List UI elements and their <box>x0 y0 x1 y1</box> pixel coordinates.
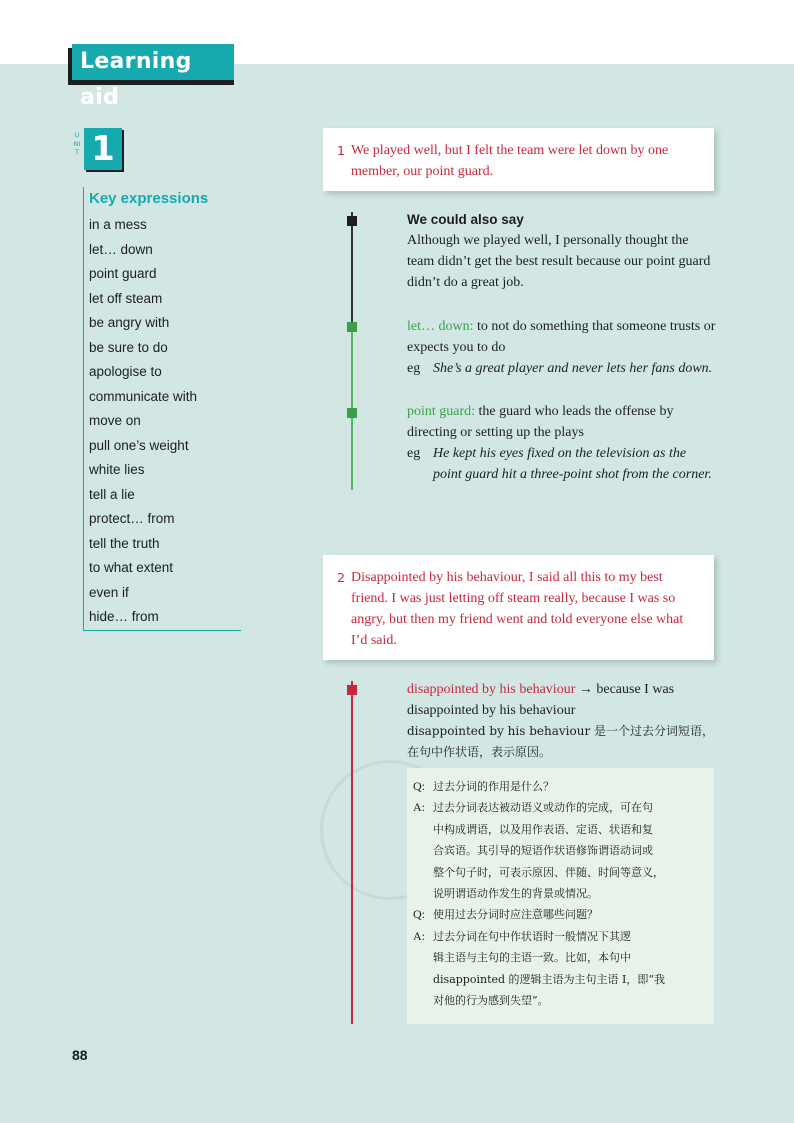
qa-question-2-text <box>433 904 598 925</box>
grammar-phrase: disappointed by his behaviour <box>407 682 576 697</box>
also-say-block <box>407 209 717 293</box>
key-expression-item: be angry with <box>89 315 170 330</box>
grammar-rewrite: → because I was disappointed by his behaviour <box>407 682 675 718</box>
key-expression-item: be sure to do <box>89 339 168 355</box>
key-expression-item: white lies <box>89 462 145 477</box>
key-expression-item: in a mess <box>89 217 147 232</box>
key-expression-item: communicate with <box>89 388 198 404</box>
term-let-down-definition: to not do something that someone trusts or expects you to do <box>407 319 716 355</box>
key-expression-item: pull one’s weight <box>89 437 189 453</box>
grammar-explanation: disappointed by his behaviour 是一个过去分词短语，在句中作状语，表示原因。 <box>407 724 715 759</box>
term-point-guard-example: He kept his eyes fixed on the television as the point guard hit a three-point shot from the corner. <box>433 446 712 482</box>
qa-answer-2 <box>413 926 704 1012</box>
page-number: 88 <box>72 1047 88 1063</box>
term-let-down-example: She’s a great player and never lets her fans down. <box>433 361 713 376</box>
qa-line: 过去分词在句中作状语时一般情况下其逻 <box>433 929 631 943</box>
key-expression-item: move on <box>89 413 141 428</box>
key-expression-item: protect… from <box>89 511 175 526</box>
key-expression-item: let off steam <box>89 290 163 306</box>
sentence-2-text: Disappointed by his behaviour, I said all this to my best friend. I was just letting off steam really, because I was so angry, but then my friend went and told everyone else what I’d said. <box>351 570 684 648</box>
qa-box <box>407 768 714 1024</box>
marker-point-guard <box>347 408 357 418</box>
sentence-2-number: 2 <box>337 570 345 585</box>
qa-q-label: Q: <box>413 779 425 793</box>
page-title: Learning aid <box>72 44 234 80</box>
key-expressions-list <box>89 215 197 632</box>
unit-label-text: UNIT <box>73 131 81 156</box>
also-say-heading: We could also say <box>407 212 524 227</box>
qa-line: 使用过去分词时应注意哪些问题？ <box>433 908 598 922</box>
key-expression-item: to what extent <box>89 560 174 575</box>
key-expressions-title: Key expressions <box>89 190 209 207</box>
key-expression-item: point guard <box>89 266 157 281</box>
term-point-guard-definition: the guard who leads the offense by directing or setting up the plays <box>407 404 674 440</box>
qa-answer-2-text <box>433 926 665 1012</box>
qa-line: 过去分词表达被动语义或动作的完成，可在句 <box>433 801 653 815</box>
qa-answer-1-text <box>433 797 664 904</box>
key-expression-item: hide… from <box>89 609 159 624</box>
unit-label <box>73 131 81 157</box>
unit-number: 1 <box>84 128 122 170</box>
qa-line: 辑主语与主句的主语一致。比如，本句中 <box>433 951 631 965</box>
sentence-1-text: We played well, but I felt the team were let down by one member, our point guard. <box>351 143 669 179</box>
term-point-guard-block <box>407 401 717 485</box>
sentence-2-box <box>323 555 714 660</box>
qa-line: disappointed 的逻辑主语为主句主语 I，即“我 <box>433 972 666 986</box>
qa-line: 中构成谓语，以及用作表语、定语、状语和复 <box>433 822 653 836</box>
marker-grammar <box>347 685 357 695</box>
qa-line: 对他的行为感到失望”。 <box>433 994 549 1008</box>
qa-question-1-text <box>433 776 554 797</box>
qa-q-label: Q: <box>413 907 425 922</box>
key-expression-item: tell the truth <box>89 535 160 551</box>
grammar-block <box>407 679 717 763</box>
marker-let-down <box>347 322 357 332</box>
qa-a-label: A: <box>413 928 425 943</box>
eg-label: eg <box>407 361 421 376</box>
timeline-red <box>351 681 353 1024</box>
qa-question-2 <box>413 904 704 925</box>
sentence-1-number: 1 <box>337 143 345 158</box>
qa-line: 整个句子时，可表示原因、伴随、时间等意义， <box>433 865 664 879</box>
eg-label: eg <box>407 446 421 461</box>
timeline-green <box>351 322 353 490</box>
key-expression-item: tell a lie <box>89 486 135 502</box>
qa-answer-1 <box>413 797 704 904</box>
term-let-down-block <box>407 316 717 379</box>
qa-question-1 <box>413 776 704 797</box>
key-expression-item: apologise to <box>89 364 162 379</box>
marker-also-say <box>347 216 357 226</box>
term-let-down: let… down: <box>407 319 474 334</box>
qa-line: 合宾语。其引导的短语作状语修饰谓语动词或 <box>433 844 653 858</box>
key-expression-item: even if <box>89 584 129 600</box>
sentence-1-box <box>323 128 714 191</box>
also-say-text: Although we played well, I personally thought the team didn’t get the best result because our point guard didn’t do a great job. <box>407 233 711 290</box>
qa-a-label: A: <box>413 800 425 815</box>
key-expression-item: let… down <box>89 241 153 257</box>
term-point-guard: point guard: <box>407 404 476 419</box>
qa-line: 过去分词的作用是什么？ <box>433 780 554 793</box>
timeline-dark <box>351 212 353 322</box>
qa-line: 说明谓语动作发生的背景或情况。 <box>433 887 598 901</box>
